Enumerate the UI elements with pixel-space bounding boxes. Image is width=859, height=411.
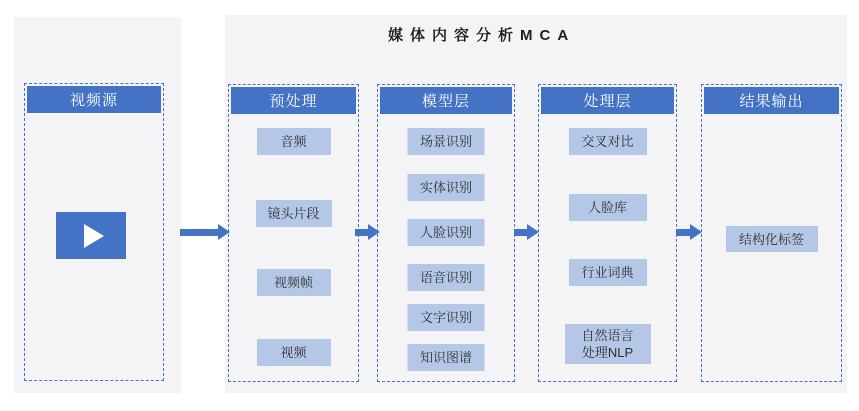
item-industry-dictionary: 行业词典 [569,259,647,286]
column-video-source [24,83,164,381]
play-button [56,212,126,259]
item-text-recognition: 文字识别 [408,304,485,331]
column-model-layer [377,84,515,382]
header-processing-layer: 处理层 [541,87,674,114]
item-face-recognition: 人脸识别 [408,219,485,246]
item-video-frame: 视频帧 [257,269,331,296]
item-video: 视频 [257,339,331,366]
item-structured-tags: 结构化标签 [726,226,818,252]
header-result-output: 结果输出 [704,87,839,114]
column-processing-layer [538,84,677,382]
diagram-title: 媒体内容分析MCA [388,27,576,44]
header-model-layer: 模型层 [380,87,512,114]
flow-arrow-model-to-processing [514,224,539,240]
header-preprocessing: 预处理 [231,87,356,114]
item-knowledge-graph: 知识图谱 [408,344,485,371]
item-face-database: 人脸库 [569,194,647,221]
flow-arrow-processing-to-result [676,224,702,240]
item-scene-recognition: 场景识别 [408,128,485,155]
flow-arrow-source-to-preprocess [180,224,230,240]
play-icon [84,224,104,248]
header-video-source: 视频源 [27,86,161,113]
item-audio: 音频 [257,128,331,155]
item-shot-segment: 镜头片段 [256,200,332,227]
item-cross-comparison: 交叉对比 [569,128,647,155]
item-speech-recognition: 语音识别 [408,264,485,291]
column-preprocessing [228,84,359,382]
column-result-output [701,84,842,382]
item-nlp: 自然语言处理NLP [565,324,651,364]
item-entity-recognition: 实体识别 [408,174,485,201]
